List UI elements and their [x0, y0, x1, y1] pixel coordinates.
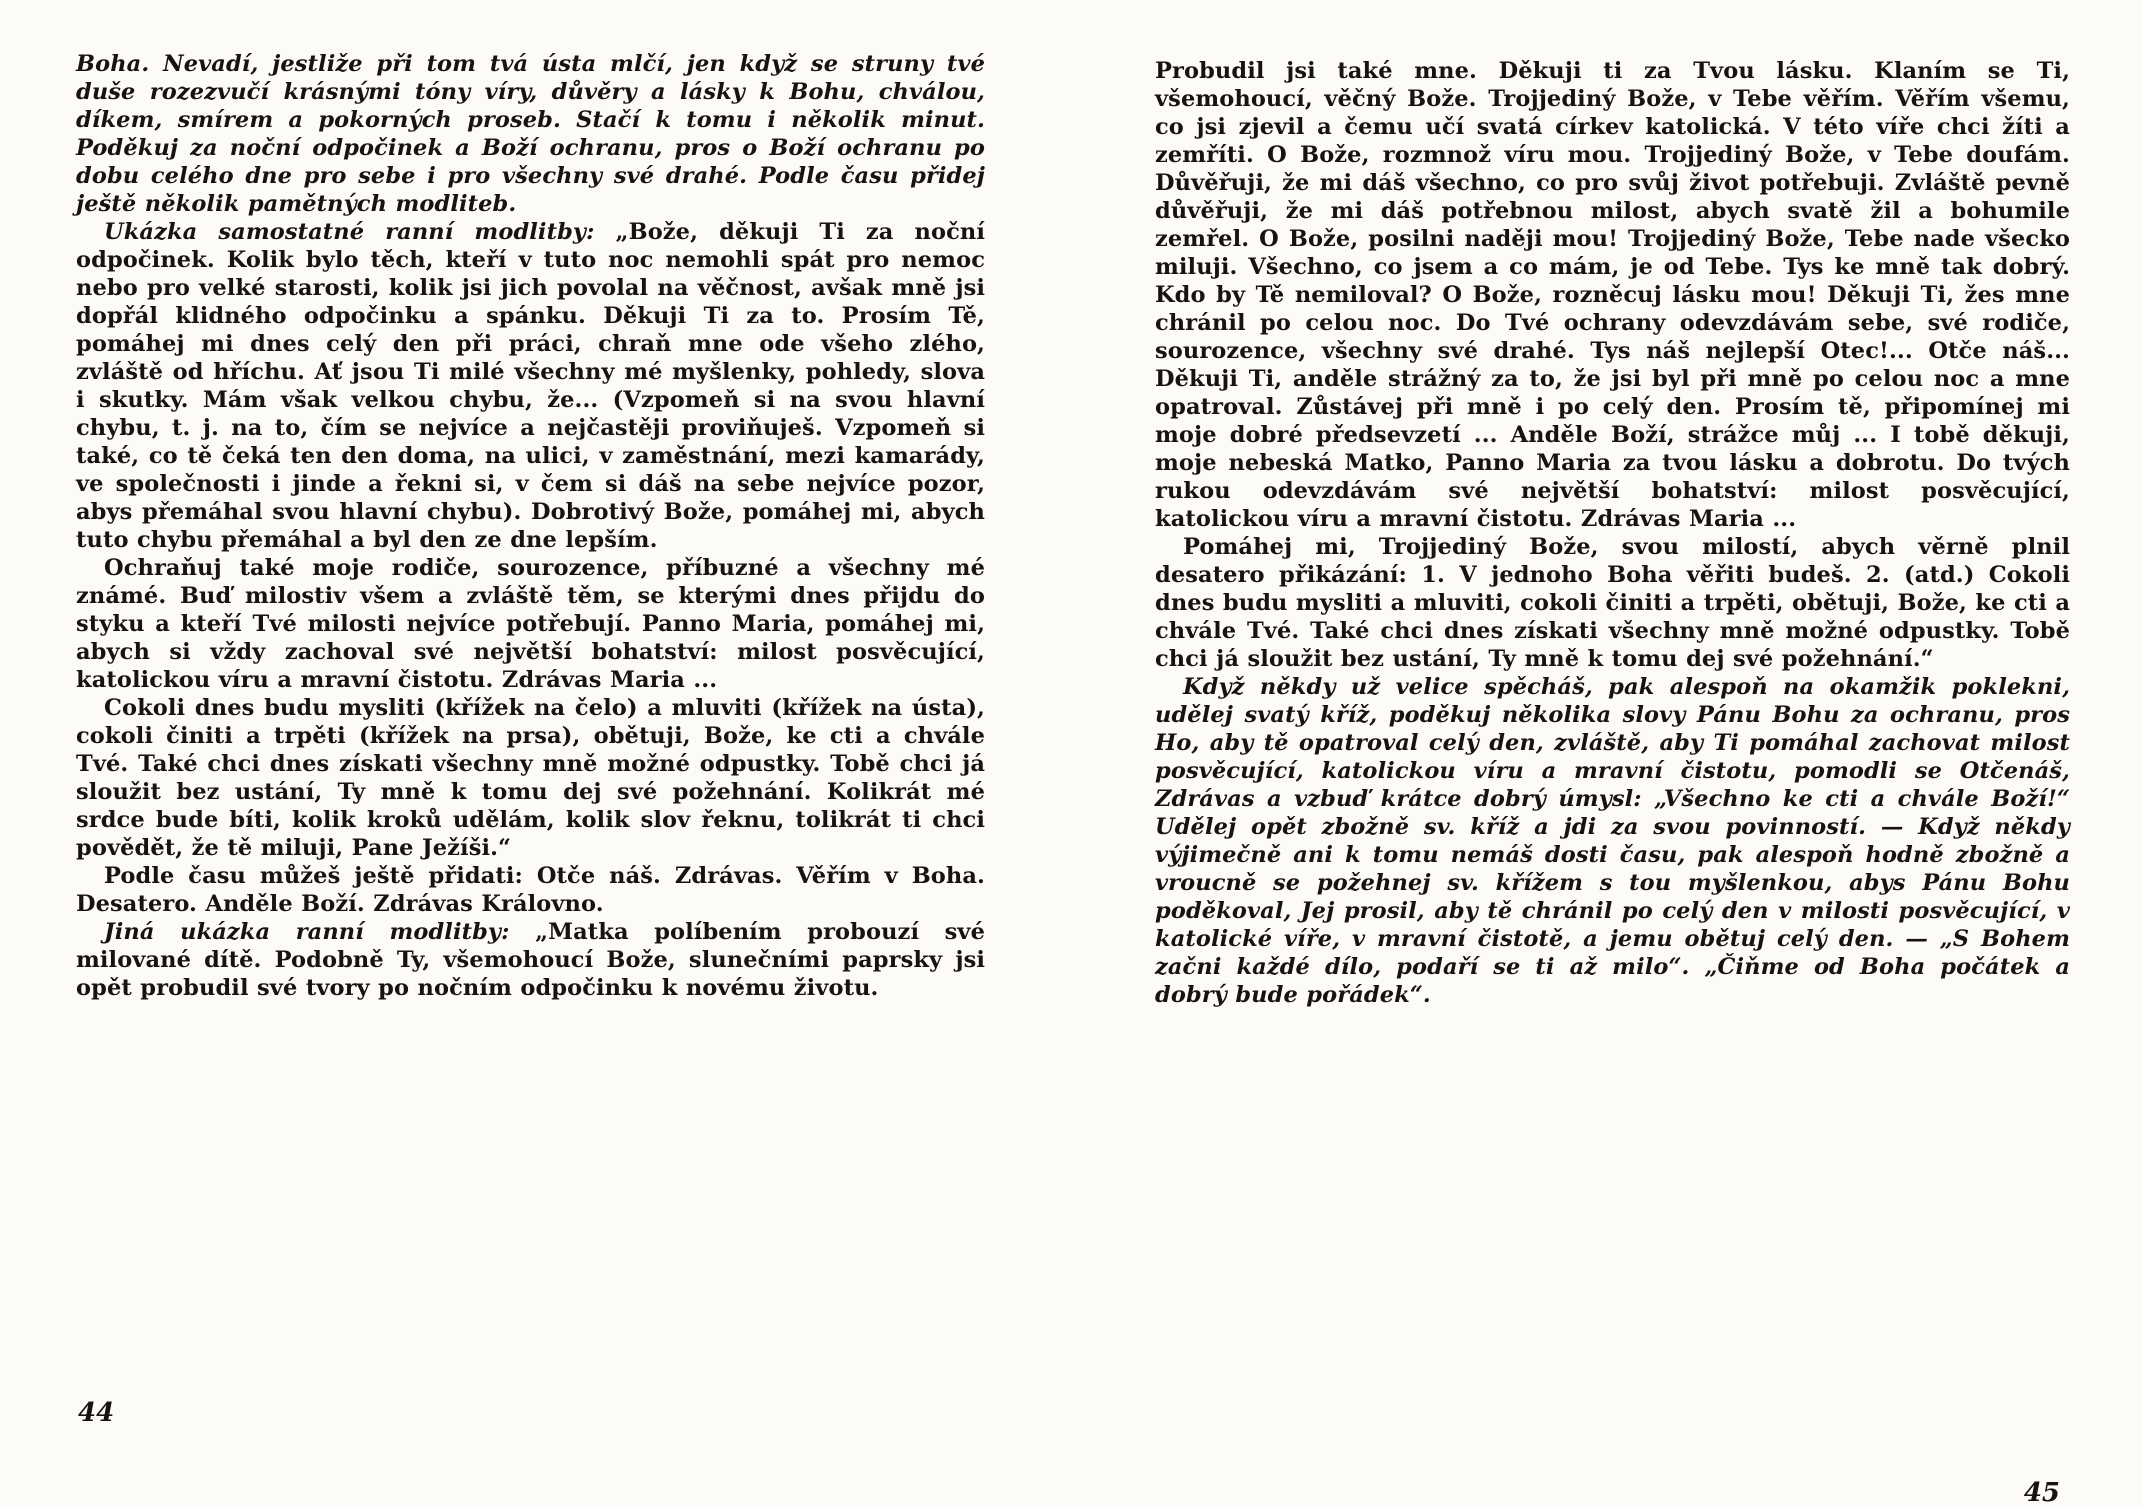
- paragraph: [76, 554, 985, 694]
- page-right-text: [1155, 57, 2070, 1009]
- text-run: Cokoli dnes budu mysliti (křížek na čelo) a mluviti (křížek na ústa), cokoli činiti a trpěti (křížek na prsa), obětuji, Bože, ke cti a chvále Tvé. Také chci dnes získati všechny mně možné odpustky. Tobě chci já sloužit bez ustání, Ty mně k tomu dej své požehnání. Kolikrát mé srdce bude bíti, kolik kroků udělám, kolik slov řeknu, tolikrát ti chci povědět, že tě miluji, Pane Ježíši.“: [76, 695, 985, 861]
- page-number-left: 44: [78, 1398, 115, 1428]
- page-left: [0, 0, 1071, 1500]
- italic-text-run: Boha. Nevadí, jestliže při tom tvá ústa mlčí, jen když se struny tvé duše rozezvučí krásnými tóny víry, důvěry a lásky k Bohu, chválou, díkem, smírem a pokorných proseb. Stačí k tomu i několik minut. Poděkuj za noční odpočinek a Boží ochranu, pros o Boží ochranu po dobu celého dne pro sebe i pro všechny své drahé. Podle času přidej ještě několik pamětných modliteb.: [76, 51, 985, 217]
- paragraph: [76, 918, 985, 1002]
- paragraph: [76, 694, 985, 862]
- paragraph: [76, 50, 985, 218]
- text-run: „Matka políbením probouzí své milované dítě. Podobně Ty, všemohoucí Bože, slunečními paprsky jsi opět probudil své tvory po nočním odpočinku k novému životu.: [76, 919, 985, 1001]
- page-number-right: 45: [2023, 1478, 2060, 1508]
- paragraph: [1155, 533, 2070, 673]
- paragraph: [76, 218, 985, 554]
- text-run: Pomáhej mi, Trojjediný Bože, svou milostí, abych věrně plnil desatero přikázání: 1. V jednoho Boha věřiti budeš. 2. (atd.) Cokoli dnes budu mysliti a mluviti, cokoli činiti a trpěti, obětuji, Bože, ke cti a chvále Tvé. Také chci dnes získati všechny mně možné odpustky. Tobě chci já sloužit bez ustání, Ty mně k tomu dej své požehnání.“: [1155, 534, 2071, 672]
- page-right: [1071, 0, 2142, 1508]
- page-left-text: [76, 50, 985, 1002]
- italic-text-run: Ukázka samostatné ranní modlitby:: [104, 219, 616, 245]
- text-run: Probudil jsi také mne. Děkuji ti za Tvou lásku. Klaním se Ti, všemohoucí, věčný Bože. Trojjediný Bože, v Tebe věřím. Věřím všemu, co jsi zjevil a čemu učí svatá církev katolická. V této víře chci žíti a zemříti. O Bože, rozmnož víru mou. Trojjediný Bože, v Tebe doufám. Důvěřuji, že mi dáš všechno, co pro svůj život potřebuji. Zvláště pevně důvěřuji, že mi dáš potřebnou milost, abych svatě žil a bohumile zemřel. O Bože, posilni naději mou! Trojjediný Bože, Tebe nade všecko miluji. Všechno, co jsem a co mám, je od Tebe. Tys ke mně tak dobrý. Kdo by Tě nemiloval? O Bože, rozněcuj lásku mou! Děkuji Ti, žes mne chránil po celou noc. Do Tvé ochrany odevzdávám sebe, své rodiče, sourozence, všechny své drahé. Tys náš nejlepší Otec!... Otče náš... Děkuji Ti, anděle strážný za to, že jsi byl při mně po celou noc a mne opatroval. Zůstávej při mně i po celý den. Prosím tě, připomínej mi moje dobré předsevzetí ... Anděle Boží, strážce můj ... I tobě děkuji, moje nebeská Matko, Panno Maria za tvou lásku a dobrotu. Do tvých rukou odevzdávám své největší bohatství: milost posvěcující, katolickou víru a mravní čistotu. Zdrávas Maria ...: [1155, 58, 2070, 532]
- text-run: Podle času můžeš ještě přidati: Otče náš. Zdrávas. Věřím v Boha. Desatero. Anděle Boží. Zdrávas Královno.: [76, 863, 985, 917]
- italic-text-run: Jiná ukázka ranní modlitby:: [104, 919, 536, 945]
- paragraph: [76, 862, 985, 918]
- text-run: „Bože, děkuji Ti za noční odpočinek. Kolik bylo těch, kteří v tuto noc nemohli spát pro nemoc nebo pro velké starosti, kolik jsi jich povolal na věčnost, avšak mně jsi dopřál klidného odpočinku a spánku. Děkuji Ti za to. Prosím Tě, pomáhej mi dnes celý den při práci, chraň mne ode všeho zlého, zvláště od hříchu. Ať jsou Ti milé všechny mé myšlenky, pohledy, slova i skutky. Mám však velkou chybu, že... (Vzpomeň si na svou hlavní chybu, t. j. na to, čím se nejvíce a nejčastěji proviňuješ. Vzpomeň si také, co tě čeká ten den doma, na ulici, v zaměstnání, mezi kamarády, ve společnosti i jinde a řekni si, v čem si dáš na sebe nejvíce pozor, abys přemáhal svou hlavní chybu). Dobrotivý Bože, pomáhej mi, abych tuto chybu přemáhal a byl den ze dne lepším.: [76, 219, 985, 553]
- text-run: Ochraňuj také moje rodiče, sourozence, příbuzné a všechny mé známé. Buď milostiv všem a zvláště těm, se kterými dnes přijdu do styku a kteří Tvé milosti nejvíce potřebují. Panno Maria, pomáhej mi, abych si vždy zachoval své největší bohatství: milost posvěcující, katolickou víru a mravní čistotu. Zdrávas Maria ...: [76, 555, 985, 693]
- paragraph: [1155, 57, 2070, 533]
- italic-text-run: Když někdy už velice spěcháš, pak alespoň na okamžik poklekni, udělej svatý kříž, poděkuj několika slovy Pánu Bohu za ochranu, pros Ho, aby tě opatroval celý den, zvláště, aby Ti pomáhal zachovat milost posvěcující, katolickou víru a mravní čistotu, pomodli se Otčenáš, Zdrávas a vzbuď krátce dobrý úmysl: „Všechno ke cti a chvále Boží!“ Udělej opět zbožně sv. kříž a jdi za svou povinností. — Když někdy výjimečně ani k tomu nemáš dosti času, pak alespoň hodně zbožně a vroucně se požehnej sv. křížem s tou myšlenkou, abys Pánu Bohu poděkoval, Jej prosil, aby tě chránil po celý den v milosti posvěcující, v katolické víře, v mravní čistotě, a jemu obětuj celý den. — „S Bohem začni každé dílo, podaří se ti až milo“. „Čiňme od Boha počátek a dobrý bude pořádek“.: [1155, 674, 2070, 1008]
- paragraph: [1155, 673, 2070, 1009]
